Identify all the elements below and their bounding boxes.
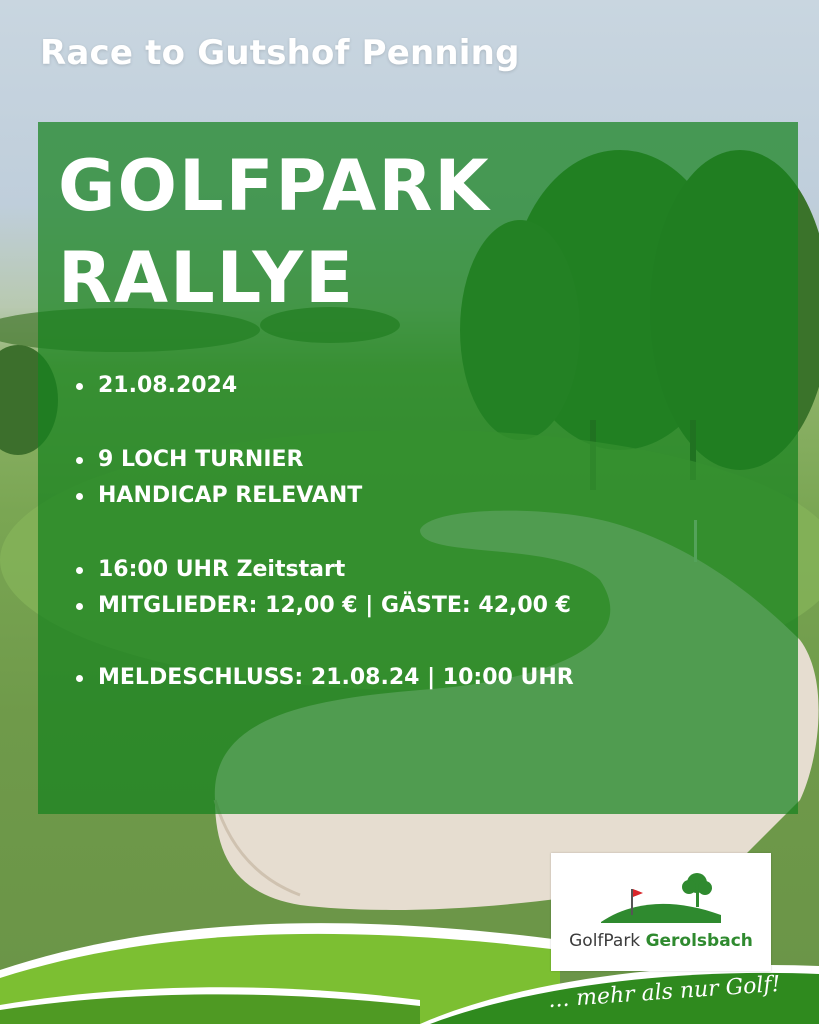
logo-wordmark (551, 931, 771, 951)
detail-date: 21.08.2024 (76, 368, 776, 404)
detail-deadline: MELDESCHLUSS: 21.08.24 | 10:00 UHR (76, 660, 776, 696)
detail-handicap: HANDICAP RELEVANT (76, 478, 776, 514)
logo-name-bold: Gerolsbach (645, 931, 753, 951)
tree-icon (682, 873, 712, 907)
headline-line-1: GOLFPARK (58, 145, 491, 227)
logo-hill-shape (601, 904, 721, 923)
logo-name-regular: GolfPark (569, 931, 646, 951)
headline-line-2: RALLYE (58, 237, 355, 319)
golfpark-logo (551, 853, 771, 971)
event-headline (58, 140, 491, 324)
slogan: ... mehr als nur Golf! (547, 971, 782, 1014)
detail-fees: MITGLIEDER: 12,00 € | GÄSTE: 42,00 € (76, 588, 776, 624)
event-details-list (76, 368, 776, 696)
event-supertitle: Race to Gutshof Penning (40, 33, 520, 73)
detail-format: 9 LOCH TURNIER (76, 442, 776, 478)
detail-start-time: 16:00 UHR Zeitstart (76, 552, 776, 588)
